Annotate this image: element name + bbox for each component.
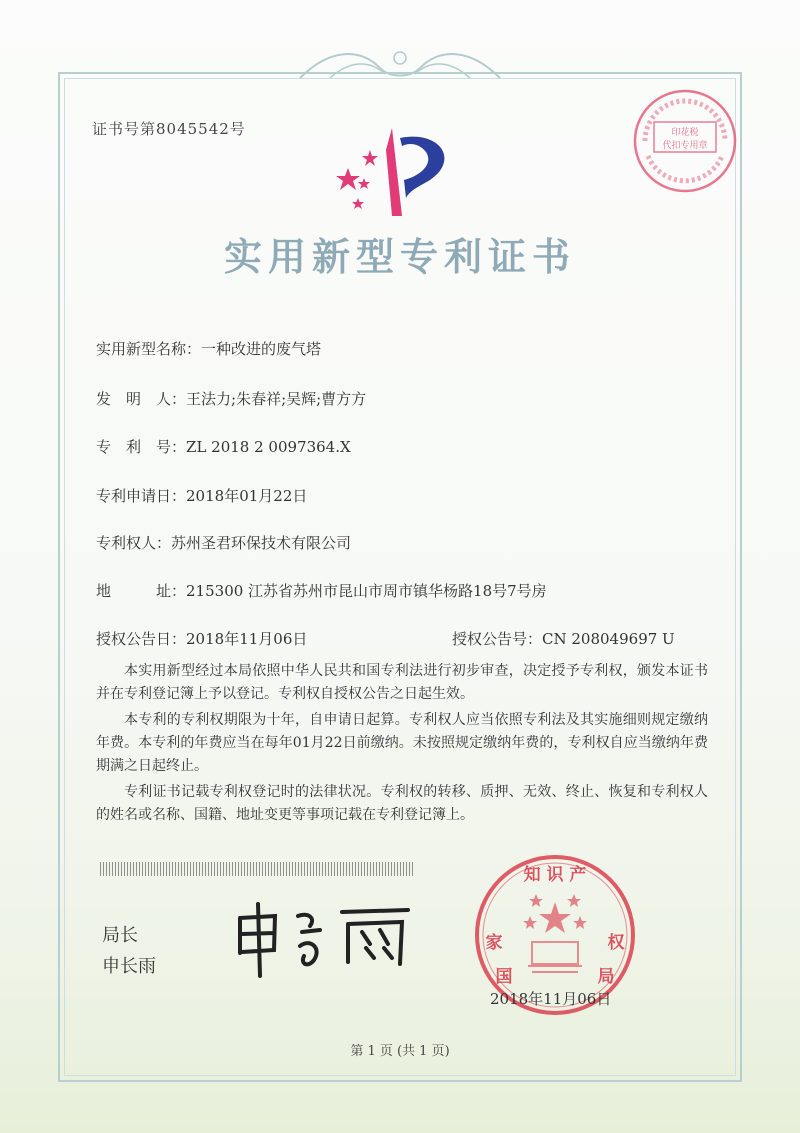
svg-text:家: 家	[485, 933, 503, 953]
patent-office-logo	[330, 120, 470, 220]
certificate-body	[96, 660, 708, 830]
inventor-label: 发 明 人：	[96, 390, 187, 408]
grant-number-value: CN 208049697 U	[542, 630, 675, 648]
body-paragraph-3: 专利证书记载专利权登记时的法律状况。专利权的转移、质押、无效、终止、恢复和专利权人的姓名或名称、国籍、地址变更等事项记载在专利登记簿上。	[96, 784, 708, 823]
filing-date-label: 专利申请日：	[96, 487, 187, 505]
svg-text:印花税: 印花税	[671, 128, 699, 138]
filing-date-value: 2018年01月22日	[186, 487, 308, 505]
director-title: 局长	[102, 925, 138, 946]
patentee-field	[96, 532, 351, 553]
utility-model-name-value: 一种改进的废气塔	[201, 340, 322, 358]
tax-stamp	[630, 86, 740, 196]
svg-text:局: 局	[597, 967, 615, 987]
address-label: 地 址：	[96, 582, 187, 600]
issue-date: 2018年11月06日	[490, 990, 612, 1008]
body-paragraph-2: 本专利的专利权期限为十年，自申请日起算。专利权人应当依照专利法及其实施细则规定缴纳年费。本专利的年费应当在每年01月22日前缴纳。未按照规定缴纳年费的，专利权自应当缴纳年费期满之日起终止。	[96, 712, 708, 774]
utility-model-name-field	[96, 338, 321, 359]
grant-date-label: 授权公告日：	[96, 630, 187, 648]
body-paragraph-1: 本实用新型经过本局依照中华人民共和国专利法进行初步审查，决定授予专利权，颁发本证书并在专利登记簿上予以登记。专利权自授权公告之日起生效。	[96, 663, 708, 702]
grant-number-field	[452, 628, 675, 649]
barcode	[100, 862, 414, 876]
patentee-label: 专利权人：	[96, 534, 172, 552]
svg-text:知 识 产: 知 识 产	[523, 865, 587, 885]
border-ornament	[290, 38, 510, 86]
grant-date-value: 2018年11月06日	[186, 630, 308, 648]
page-number: 第 1 页 (共 1 页)	[350, 1044, 450, 1059]
patent-number-label: 专 利 号：	[96, 438, 187, 456]
patentee-value: 苏州圣君环保技术有限公司	[171, 534, 352, 552]
certificate-title: 实用新型专利证书	[223, 235, 576, 279]
grant-date-field	[96, 628, 307, 649]
filing-date-field	[96, 485, 307, 506]
director-signature	[230, 898, 430, 978]
svg-text:国: 国	[495, 967, 513, 987]
inventor-value: 王法力;朱春祥;吴辉;曹方方	[186, 390, 367, 408]
address-field	[96, 580, 547, 601]
certificate-number: 证书号第8045542号	[92, 120, 246, 138]
patent-number-field	[96, 436, 351, 457]
svg-text:代扣专用章: 代扣专用章	[662, 141, 708, 151]
director-name: 申长雨	[102, 956, 156, 977]
inventor-field	[96, 388, 366, 409]
address-value: 215300 江苏省苏州市昆山市周市镇华杨路18号7号房	[186, 582, 547, 600]
svg-text:权: 权	[607, 933, 625, 953]
grant-number-label: 授权公告号：	[452, 630, 543, 648]
patent-number-value: ZL 2018 2 0097364.X	[186, 438, 351, 456]
utility-model-name-label: 实用新型名称：	[96, 340, 202, 358]
